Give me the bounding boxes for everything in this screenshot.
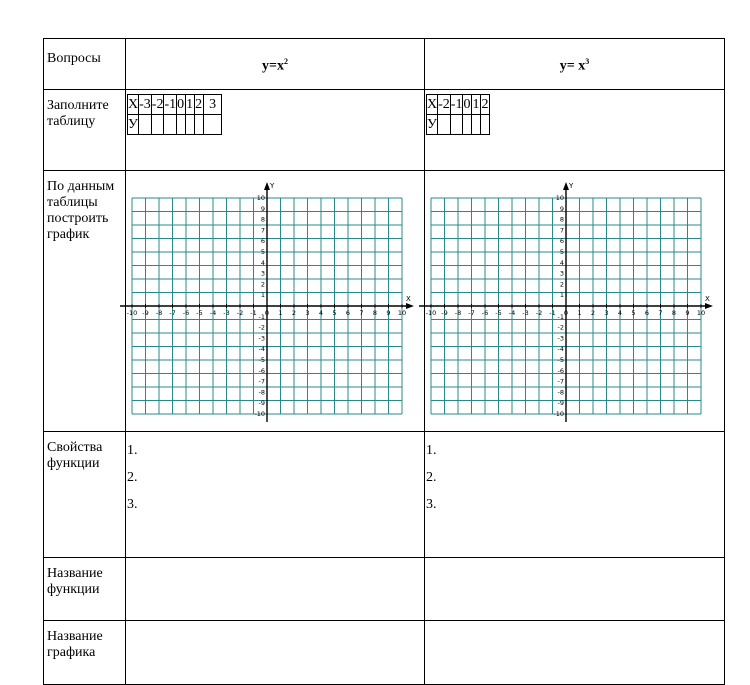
value-table-1	[127, 94, 222, 135]
x-tick-label: -1	[549, 309, 556, 317]
header-row	[44, 39, 725, 90]
y-value-blank[interactable]	[438, 115, 451, 135]
y-value-blank[interactable]	[151, 115, 164, 135]
function-name-label: Название функции	[44, 558, 126, 621]
x-value: -3	[139, 95, 152, 115]
y-axis-label: Y	[569, 182, 574, 190]
y-tick-label: 2	[559, 280, 564, 289]
properties-2-cell[interactable]	[425, 432, 725, 558]
properties-2-list	[425, 432, 724, 524]
function-2-formula: y= x	[559, 58, 586, 74]
y-axis-label: Y	[270, 182, 275, 190]
y-tick-label: 8	[260, 215, 265, 224]
graph-name-label: Название графика	[44, 621, 126, 685]
y-tick-label: -3	[258, 334, 265, 343]
graph-name-row	[44, 621, 725, 685]
x-tick-label: 1	[278, 309, 283, 317]
x-tick-label: 10	[696, 309, 706, 317]
x-tick-label: 6	[644, 309, 650, 317]
function-2-header	[425, 39, 725, 90]
y-tick-label: -5	[258, 356, 265, 364]
questions-header: Вопросы	[44, 39, 126, 90]
y-tick-label: 9	[559, 204, 564, 213]
graph-row	[44, 171, 725, 432]
y-tick-label: 6	[260, 237, 265, 246]
y-tick-label: -10	[254, 410, 265, 418]
x-tick-label: 9	[386, 309, 391, 317]
x-tick-label: -4	[209, 309, 217, 317]
y-value-blank[interactable]	[186, 115, 195, 135]
x-tick-label: -10	[126, 309, 138, 317]
y-tick-label: 1	[260, 291, 265, 300]
y-value-blank[interactable]	[481, 115, 490, 135]
y-tick-label: -4	[557, 345, 564, 354]
properties-1-list	[126, 432, 424, 524]
x-tick-label: 2	[590, 309, 596, 317]
x-tick-label: 9	[685, 309, 690, 317]
x-tick-label: -2	[535, 309, 543, 317]
value-table-1-cell	[126, 90, 425, 171]
y-tick-label: 2	[260, 280, 265, 289]
properties-label: Свойства функции	[44, 432, 126, 558]
y-tick-label: 3	[260, 269, 265, 278]
x-value: 2	[195, 95, 204, 115]
y-tick-label: -1	[557, 312, 564, 321]
x-tick-label: -9	[441, 309, 448, 317]
x-tick-label: 7	[658, 309, 663, 317]
y-tick-label: 6	[559, 237, 564, 246]
x-tick-label: -7	[468, 309, 475, 317]
x-tick-label: 0	[563, 309, 569, 317]
y-value-blank[interactable]	[177, 115, 186, 135]
x-tick-label: -5	[196, 309, 203, 317]
fill-table-row	[44, 90, 725, 171]
x-label: Х	[427, 95, 438, 115]
value-table-2-x-row	[427, 95, 490, 115]
y-tick-label: 9	[260, 204, 265, 213]
function-name-1-answer[interactable]	[126, 558, 425, 621]
function-1-formula: y=x	[262, 58, 284, 74]
y-value-blank[interactable]	[463, 115, 472, 135]
x-value: -1	[450, 95, 463, 115]
graph-name-1-answer[interactable]	[126, 621, 425, 685]
x-value: -2	[151, 95, 164, 115]
y-value-blank[interactable]	[472, 115, 481, 135]
y-tick-label: -6	[557, 366, 564, 375]
x-axis-arrow-icon	[705, 303, 713, 309]
y-tick-label: 4	[260, 258, 265, 267]
graph-name-2-answer[interactable]	[425, 621, 725, 685]
x-tick-label: 3	[305, 309, 310, 317]
x-axis-label: X	[705, 295, 710, 303]
y-tick-label: 4	[559, 258, 564, 267]
graph-1-cell	[126, 171, 425, 432]
x-tick-label: -5	[495, 309, 502, 317]
x-tick-label: -1	[250, 309, 257, 317]
x-tick-label: -8	[155, 309, 163, 317]
x-tick-label: -7	[169, 309, 176, 317]
x-tick-label: -4	[508, 309, 516, 317]
y-tick-label: 10	[555, 194, 564, 202]
value-table-1-y-row	[128, 115, 222, 135]
x-tick-label: 2	[291, 309, 297, 317]
x-tick-label: -8	[454, 309, 462, 317]
y-tick-label: -8	[557, 388, 564, 397]
x-tick-label: -3	[522, 309, 529, 317]
property-item: 2.	[426, 470, 437, 485]
x-tick-label: -2	[236, 309, 244, 317]
properties-1-cell[interactable]	[126, 432, 425, 558]
property-item: 1.	[426, 443, 437, 458]
x-tick-label: 0	[264, 309, 270, 317]
y-tick-label: 7	[559, 226, 564, 235]
x-tick-label: 5	[631, 309, 636, 317]
y-tick-label: -1	[258, 312, 265, 321]
function-1-exponent: 2	[283, 56, 288, 66]
x-value: 0	[177, 95, 186, 115]
function-2-exponent: 3	[585, 56, 590, 66]
property-item: 2.	[127, 470, 138, 485]
value-table-2-y-row	[427, 115, 490, 135]
x-axis-arrow-icon	[406, 303, 414, 309]
x-tick-label: 7	[359, 309, 364, 317]
property-item: 3.	[127, 497, 138, 512]
x-value: 0	[463, 95, 472, 115]
property-item: 3.	[426, 497, 437, 512]
x-value: 3	[204, 95, 222, 115]
x-value: -1	[164, 95, 177, 115]
y-label: У	[427, 115, 438, 135]
function-name-2-answer[interactable]	[425, 558, 725, 621]
y-tick-label: -6	[258, 366, 265, 375]
y-tick-label: 10	[256, 194, 265, 202]
x-value: 1	[186, 95, 195, 115]
x-label: Х	[128, 95, 139, 115]
x-tick-label: 5	[332, 309, 337, 317]
build-graph-label: По данным таблицы построить график	[44, 171, 126, 432]
x-value: 2	[481, 95, 490, 115]
y-tick-label: -2	[557, 323, 564, 332]
graph-2-cell	[425, 171, 725, 432]
x-value: -2	[438, 95, 451, 115]
y-tick-label: -7	[258, 377, 265, 386]
x-tick-label: 8	[372, 309, 378, 317]
y-tick-label: -8	[258, 388, 265, 397]
x-tick-label: -10	[425, 309, 437, 317]
x-tick-label: -6	[182, 309, 190, 317]
y-tick-label: -7	[557, 377, 564, 386]
value-table-1-x-row	[128, 95, 222, 115]
y-tick-label: -4	[258, 345, 265, 354]
worksheet-table	[43, 38, 725, 685]
function-name-row	[44, 558, 725, 621]
x-tick-label: 8	[671, 309, 677, 317]
coordinate-grid-2[interactable]	[425, 179, 721, 419]
y-label: У	[128, 115, 139, 135]
y-value-blank[interactable]	[450, 115, 463, 135]
fill-table-label: Заполните таблицу	[44, 90, 126, 171]
y-value-blank[interactable]	[195, 115, 204, 135]
value-table-2-cell	[425, 90, 725, 171]
y-tick-label: -10	[553, 410, 564, 418]
y-tick-label: -9	[557, 399, 564, 408]
x-value: 1	[472, 95, 481, 115]
y-tick-label: 3	[559, 269, 564, 278]
x-tick-label: 10	[397, 309, 407, 317]
x-tick-label: -9	[142, 309, 149, 317]
y-tick-label: 5	[260, 248, 265, 256]
function-1-header	[126, 39, 425, 90]
x-tick-label: -6	[481, 309, 489, 317]
x-tick-label: 6	[345, 309, 351, 317]
x-tick-label: 3	[604, 309, 609, 317]
y-value-blank[interactable]	[204, 115, 222, 135]
value-table-2	[426, 94, 490, 135]
x-tick-label: 1	[577, 309, 582, 317]
y-value-blank[interactable]	[139, 115, 152, 135]
properties-row	[44, 432, 725, 558]
y-tick-label: -5	[557, 356, 564, 364]
x-tick-label: 4	[617, 309, 623, 317]
property-item: 1.	[127, 443, 138, 458]
y-tick-label: -3	[557, 334, 564, 343]
x-axis-label: X	[406, 295, 411, 303]
x-tick-label: -3	[223, 309, 230, 317]
y-tick-label: -2	[258, 323, 265, 332]
coordinate-grid-1[interactable]	[126, 179, 422, 419]
y-tick-label: 8	[559, 215, 564, 224]
x-tick-label: 4	[318, 309, 324, 317]
y-tick-label: 1	[559, 291, 564, 300]
y-tick-label: 7	[260, 226, 265, 235]
y-tick-label: 5	[559, 248, 564, 256]
y-tick-label: -9	[258, 399, 265, 408]
y-value-blank[interactable]	[164, 115, 177, 135]
